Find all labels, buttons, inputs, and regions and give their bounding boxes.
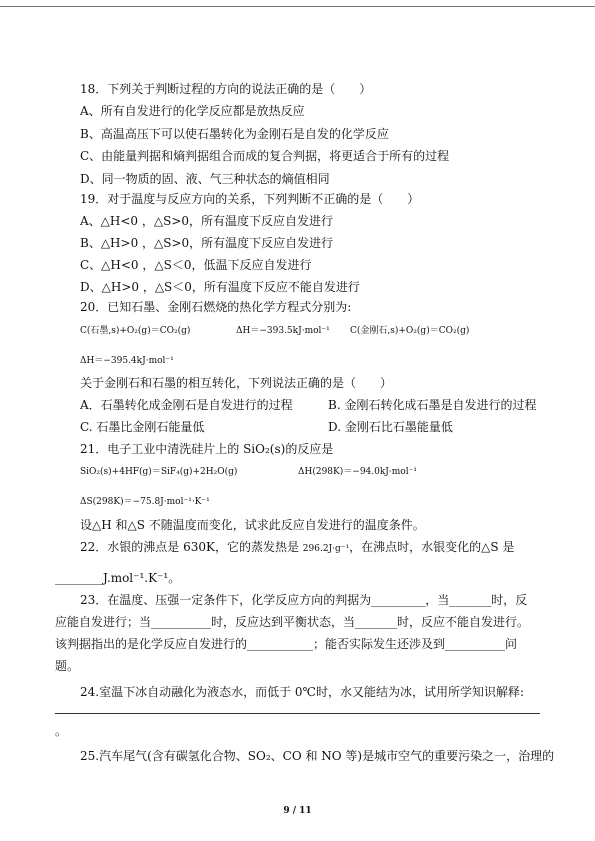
q20-equation-graphite: C(石墨,s)+O₂(g)＝CO₂(g) [80,326,191,336]
q20-option-d: D. 金刚石比石墨能量低 [328,420,453,434]
q19-option-d: D、△H>0 ，△S＜0，所有温度下反应不能自发进行 [80,280,360,294]
q22-stem [80,539,514,557]
q20-stem: 20．已知石墨、金刚石燃烧的热化学方程式分别为: [80,300,352,314]
q20-enthalpy-diamond: ΔH＝−395.4kJ·mol⁻¹ [80,356,174,366]
q20-enthalpy-graphite: ΔH＝−393.5kJ·mol⁻¹ [236,326,330,336]
q18-option-d: D、同一物质的固、液、气三种状态的熵值相同 [80,172,330,186]
q23-line-4: 题。 [55,659,80,673]
q19-option-b: B、△H>0 ，△S>0，所有温度下反应自发进行 [80,236,334,250]
q18-option-a: A、所有自发进行的化学反应都是放热反应 [80,104,305,118]
q18-stem: 18．下列关于判断过程的方向的说法正确的是（ ） [80,82,372,96]
q18-option-b: B、高温高压下可以使石墨转化为金刚石是自发的化学反应 [80,127,389,141]
q20-equation-diamond: C(金刚石,s)+O₂(g)＝CO₂(g) [350,326,470,336]
q19-stem: 19．对于温度与反应方向的关系，下列判断不正确的是（ ） [80,192,420,206]
q24-answer-line [55,713,540,714]
q21-stem: 21．电子工业中清洗硅片上的 SiO₂(s)的反应是 [80,442,334,456]
q24-end-mark: 。 [55,724,68,738]
q18-option-c: C、由能量判据和熵判据组合而成的复合判据，将更适合于所有的过程 [80,149,450,163]
q19-option-c: C、△H<0 ，△S＜0，低温下反应自发进行 [80,258,312,272]
q21-equation: SiO₂(s)+4HF(g)＝SiF₄(g)+2H₂O(g) [80,467,238,477]
q23-line-3: 该判据指出的是化学反应自发进行的___________；能否实际发生还涉及到__________问 [55,637,518,651]
q25-stem: 25.汽车尾气(含有碳氢化合物、SO₂、CO 和 NO 等)是城市空气的重要污染之一，治理的 [80,749,555,763]
q22-answer-blank: ________J.mol⁻¹.K⁻¹。 [55,571,181,585]
q20-option-b: B. 金刚石转化成石墨是自发进行的过程 [328,398,537,412]
q19-option-a: A、△H<0 ，△S>0，所有温度下反应自发进行 [80,214,334,228]
q21-entropy: ΔS(298K)＝−75.8J·mol⁻¹·K⁻¹ [80,497,210,507]
header-rule [0,6,595,7]
q22-heat-value: 296.2J·g⁻¹ [302,544,350,554]
q23-line-1: 23．在温度、压强一定条件下，化学反应方向的判据为_________，当_______时，反 [80,593,528,607]
q21-enthalpy: ΔH(298K)＝−94.0kJ·mol⁻¹ [298,467,417,477]
q22-stem-end: ，在沸点时，水银变化的△S 是 [349,540,515,554]
q22-stem-start: 22．水银的沸点是 630K，它的蒸发热是 [80,540,303,554]
page-number: 9 / 11 [283,806,312,816]
q23-line-2: 应能自发进行；当__________时，反应达到平衡状态，当_______时，反应不能自发进行。 [55,615,530,629]
q21-task: 设△H 和△S 不随温度而变化，试求此反应自发进行的温度条件。 [80,518,425,532]
q20-option-c: C. 石墨比金刚石能量低 [80,420,205,434]
q24-stem: 24.室温下冰自动融化为液态水，而低于 0℃时，水又能结为冰，试用所学知识解释: [80,685,525,699]
q20-prompt: 关于金刚石和石墨的相互转化，下列说法正确的是（ ） [80,376,393,390]
q20-option-a: A．石墨转化成金刚石是自发进行的过程 [80,398,293,412]
